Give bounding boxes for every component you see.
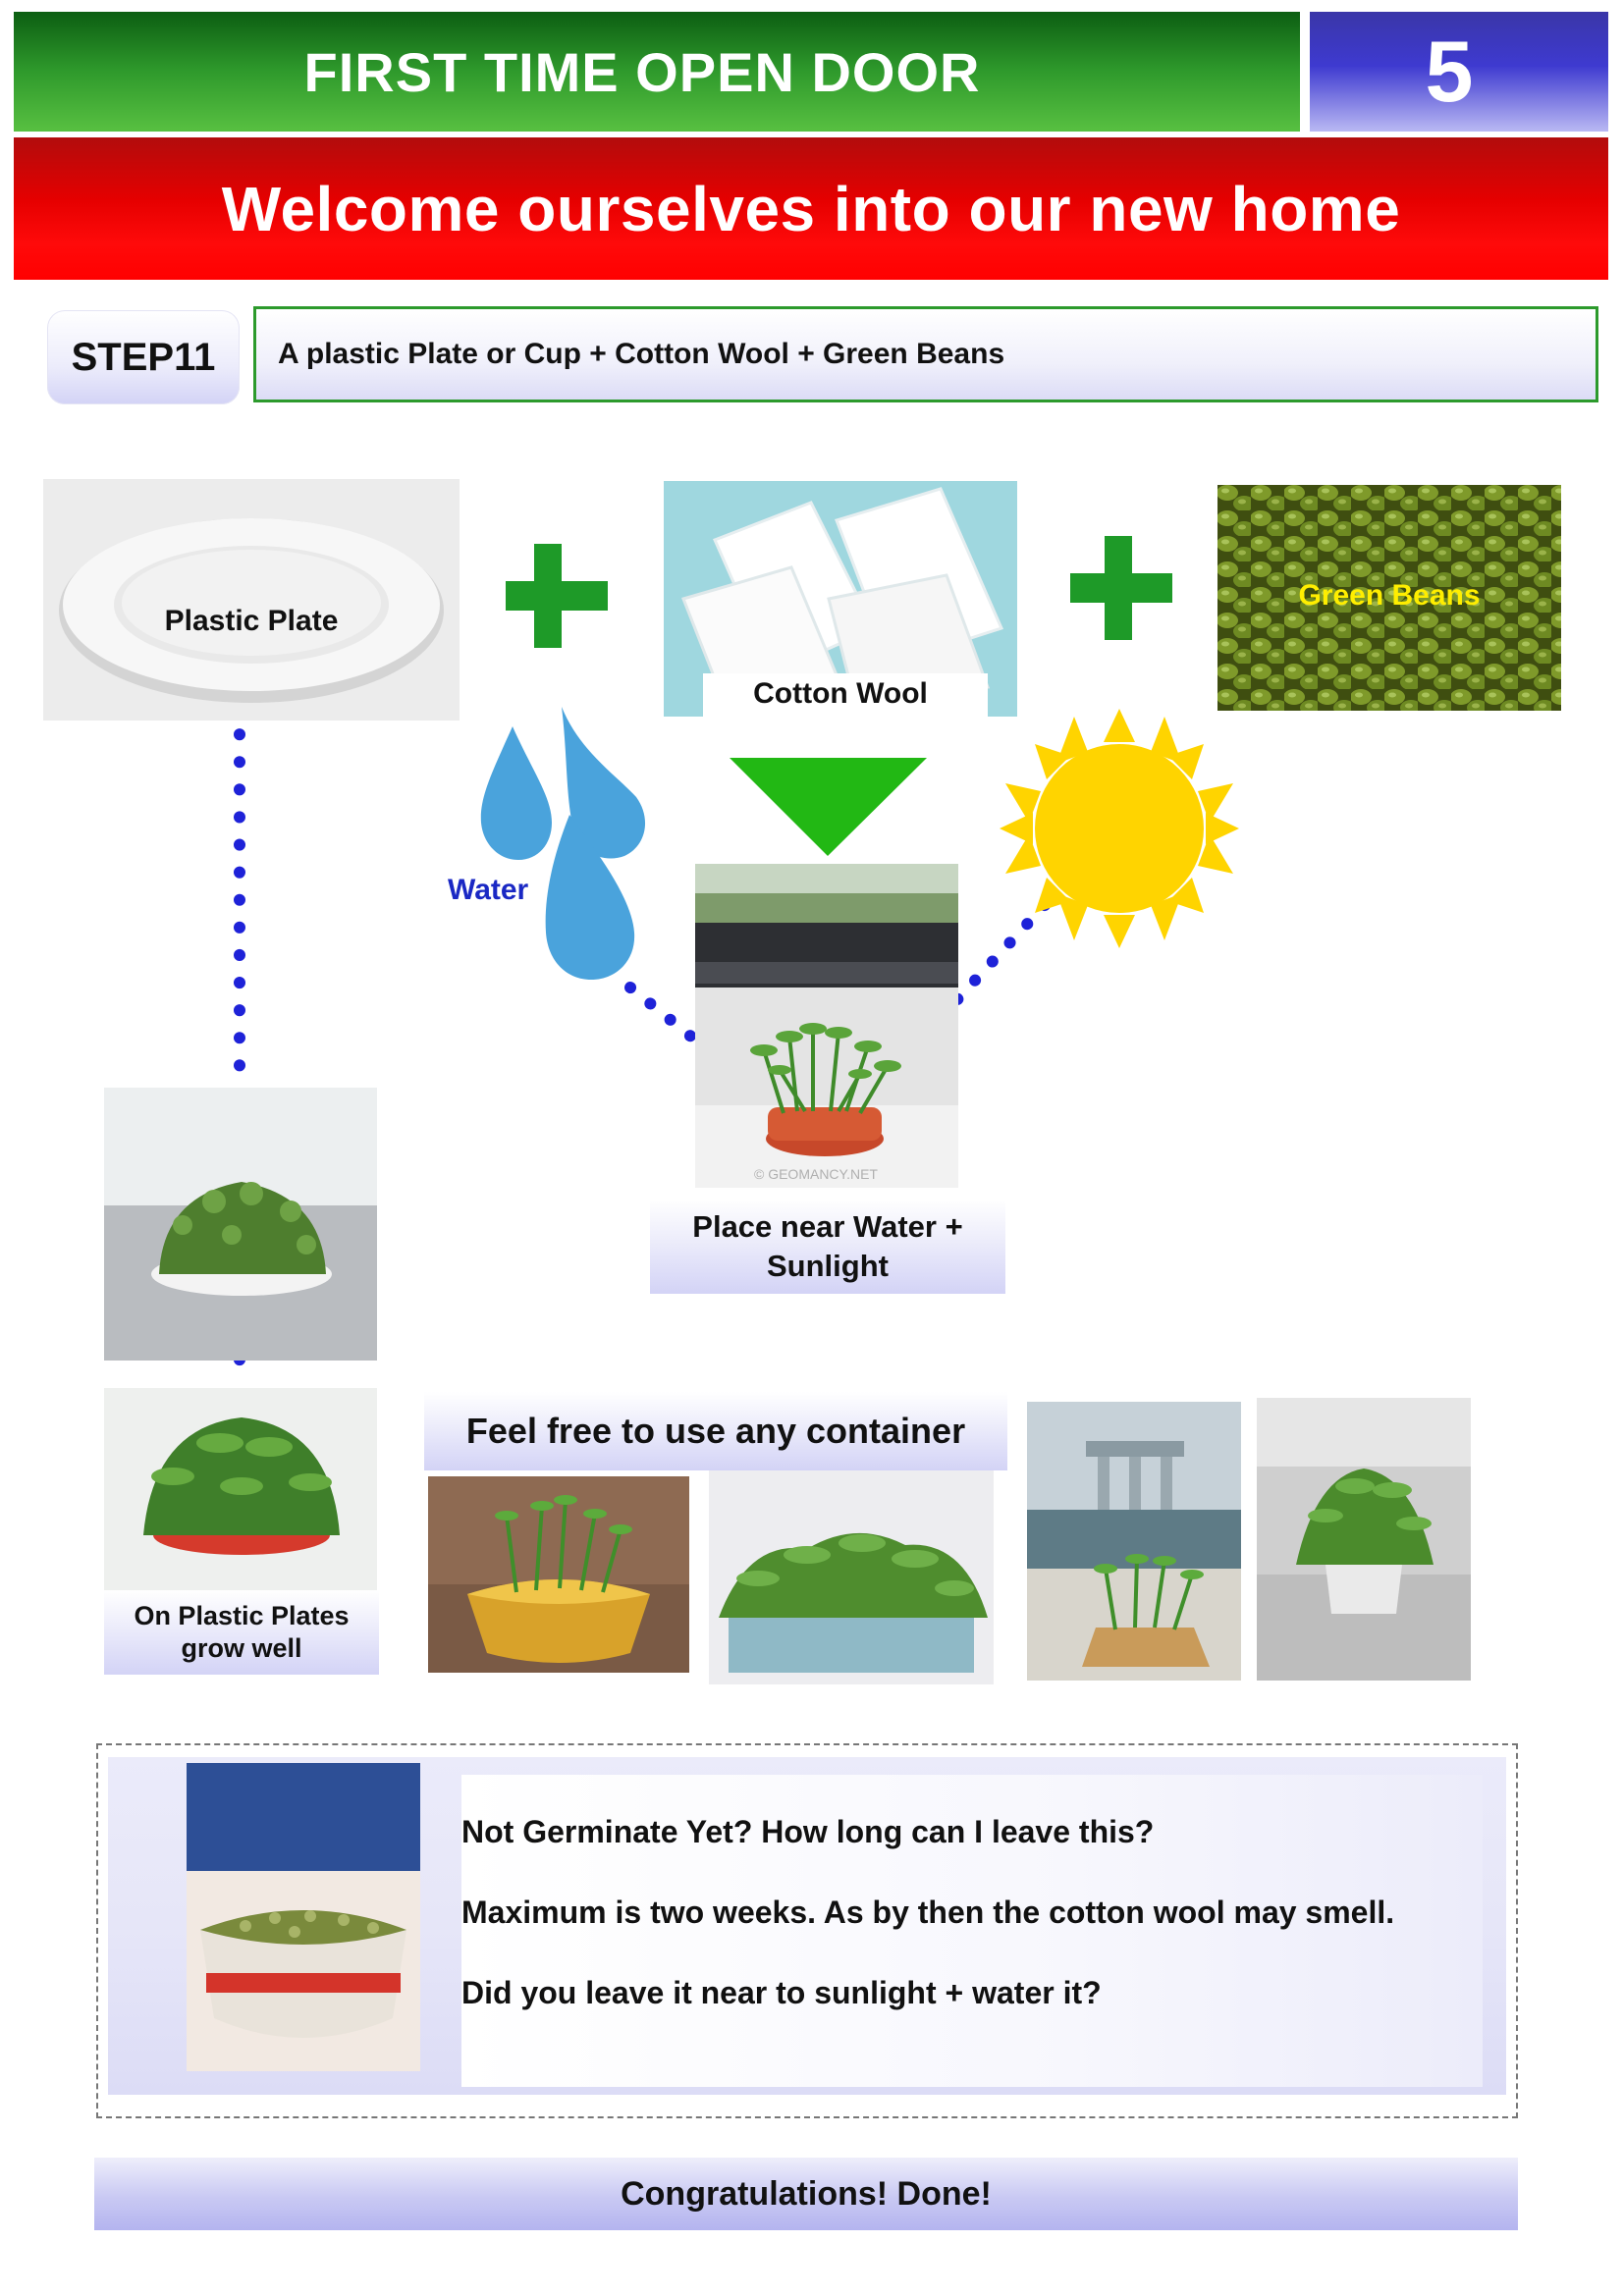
plus-icon-2 [1070, 536, 1172, 640]
cotton-wool-photo [664, 481, 1017, 717]
bowl-of-beans-photo [187, 1763, 420, 2071]
container-photo-gold-bowl [428, 1476, 689, 1673]
tips-text [461, 1816, 1502, 2057]
container-photo-blue-tray [709, 1470, 994, 1684]
tip-check: Did you leave it near to sunlight + water it? [461, 1975, 1102, 2010]
tip-question: Not Germinate Yet? How long can I leave this? [461, 1814, 1155, 1849]
water-label: Water [448, 874, 529, 906]
congratulations-banner [94, 2158, 1518, 2230]
beans-label: Green Beans [1298, 579, 1481, 612]
watermark-text: © GEOMANCY.NET [754, 1166, 878, 1182]
cotton-label: Cotton Wool [753, 677, 928, 710]
green-beans-photo [1217, 485, 1561, 711]
placement-label-box [650, 1200, 1005, 1294]
container-photo-clear-cup [1257, 1398, 1471, 1681]
plastic-plate-photo [43, 479, 460, 721]
plates-caption-box [104, 1590, 379, 1675]
sprout-plate-photo-1 [104, 1088, 377, 1361]
tip-answer: Maximum is two weeks. As by then the cotton wool may smell. [461, 1895, 1395, 1930]
sprout-plate-photo-2 [104, 1388, 377, 1592]
container-photo-wood-box [1027, 1402, 1241, 1681]
step-badge-label: STEP11 [71, 335, 216, 379]
down-arrow-icon [730, 758, 927, 856]
subtitle: Welcome ourselves into our new home [221, 173, 1401, 244]
step-description: A plastic Plate or Cup + Cotton Wool + Green Beans [278, 338, 1005, 370]
congratulations-text: Congratulations! Done! [621, 2174, 992, 2213]
plate-label: Plastic Plate [164, 605, 339, 637]
container-heading-box [424, 1392, 1007, 1470]
container-heading: Feel free to use any container [465, 1411, 966, 1451]
plates-caption: On Plastic Plates grow well [134, 1601, 350, 1663]
water-drops-icon [481, 707, 645, 980]
header-title: FIRST TIME OPEN DOOR [303, 40, 981, 103]
placement-label: Place near Water + Sunlight [692, 1209, 963, 1283]
sun-icon [1000, 709, 1239, 948]
sprout-near-window-photo [695, 864, 958, 1188]
plus-icon [506, 544, 608, 648]
page-number: 5 [1425, 23, 1474, 120]
